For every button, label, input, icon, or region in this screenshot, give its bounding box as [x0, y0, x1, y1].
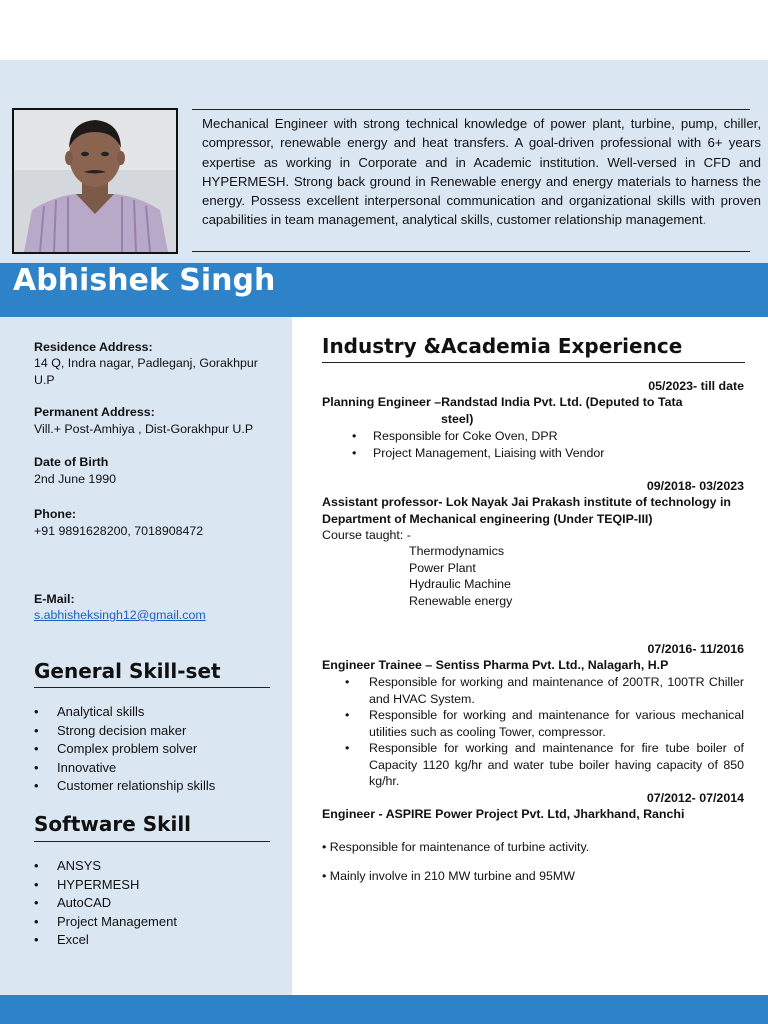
dob-value: 2nd June 1990	[34, 472, 116, 486]
residence-address-label: Residence Address:	[34, 340, 153, 354]
dob-label: Date of Birth	[34, 455, 109, 469]
permanent-address-label: Permanent Address:	[34, 405, 155, 419]
phone-label: Phone:	[34, 507, 76, 521]
experience-rule	[322, 362, 745, 363]
permanent-address-value: Vill.+ Post-Amhiya , Dist-Gorakhpur U.P	[34, 422, 254, 436]
software-skills-list	[34, 857, 177, 950]
duty-item: • Responsible for maintenance of turbine activity.	[322, 840, 590, 854]
job-role: Planning Engineer –Randstad India Pvt. Ltd. (Deputed to Tata	[322, 395, 683, 409]
skill-item: • Strong decision maker	[57, 722, 215, 741]
duty-item: • Responsible for working and maintenance for various mechanical utilities such as cooling Tower, compressor.	[369, 707, 744, 740]
duty-item: • Project Management, Liaising with Vendor	[373, 445, 743, 462]
candidate-name: Abhishek Singh	[13, 263, 276, 298]
job-role: Engineer Trainee – Sentiss Pharma Pvt. Ltd., Nalagarh, H.P	[322, 658, 669, 672]
email-label: E-Mail:	[34, 592, 75, 606]
experience-title: Industry &Academia Experience	[322, 334, 683, 358]
job-duties	[373, 428, 743, 461]
summary-end-dot: .	[702, 212, 707, 228]
software-skills-rule	[34, 841, 270, 842]
job-date: 07/2016- 11/2016	[647, 642, 744, 656]
footer-band	[0, 995, 768, 1024]
job-date: 07/2012- 07/2014	[646, 791, 744, 805]
software-item: • Excel	[57, 931, 177, 950]
job-duties	[369, 674, 744, 790]
course-item: Thermodynamics	[409, 544, 505, 558]
skill-item: • Innovative	[57, 759, 215, 778]
software-item: • AutoCAD	[57, 894, 177, 913]
job-date: 05/2023- till date	[648, 379, 744, 393]
course-item: Hydraulic Machine	[409, 577, 511, 591]
email-link[interactable]: s.abhisheksingh12@gmail.com	[34, 608, 206, 622]
profile-photo	[12, 108, 178, 254]
general-skills-rule	[34, 687, 270, 688]
software-item: • HYPERMESH	[57, 876, 177, 895]
summary-bottom-rule	[192, 251, 750, 252]
general-skills-list	[34, 703, 215, 796]
course-label: Course taught: -	[322, 528, 411, 542]
duty-item: • Responsible for Coke Oven, DPR	[373, 428, 743, 445]
software-skills-title: Software Skill	[34, 812, 192, 836]
course-item: Power Plant	[409, 560, 476, 575]
course-list	[409, 543, 512, 609]
job-role: Engineer - ASPIRE Power Project Pvt. Ltd, Jharkhand, Ranchi	[322, 807, 685, 821]
job-role: Assistant professor- Lok Nayak Jai Prakash institute of technology in Department of Mechanical engineering (Under TEQIP-III)	[322, 495, 731, 526]
duty-item: • Responsible for working and maintenance of 200TR, 100TR Chiller and HVAC System.	[369, 674, 744, 707]
duty-item: • Responsible for working and maintenance for fire tube boiler of Capacity 1120 kg/hr and water tube boiler having capacity of 850 kg/hr.	[369, 740, 744, 790]
job-date: 09/2018- 03/2023	[646, 479, 744, 493]
phone-value: +91 9891628200, 7018908472	[34, 524, 204, 538]
summary-top-rule	[192, 109, 750, 110]
skill-item: • Analytical skills	[57, 703, 215, 722]
skill-item: • Customer relationship skills	[57, 777, 215, 796]
duty-item: • Mainly involve in 210 MW turbine and 95MW	[322, 869, 575, 883]
skill-item: • Complex problem solver	[57, 740, 215, 759]
course-item: Renewable energy	[409, 593, 513, 608]
professional-summary: Mechanical Engineer with strong technical knowledge of power plant, turbine, pump, chiller, compressor, renewable energy and heat transfers. A goal-driven professional with 6+ years expertise as working in Corporate and in Academic institution. Well-versed in CFD and HYPERMESH. Strong back ground in Renewable energy and energy materials to harness the energy. Possess excellent interpersonal communication and organizational skills with proven capabilities in team management, analytical skills, customer relationship management.	[202, 116, 761, 228]
general-skills-title: General Skill-set	[34, 659, 221, 683]
software-item: • ANSYS	[57, 857, 177, 876]
software-item: • Project Management	[57, 913, 177, 932]
job-role-continued: steel)	[441, 412, 474, 426]
residence-address-value: 14 Q, Indra nagar, Padleganj, Gorakhpur U.P	[34, 356, 258, 387]
